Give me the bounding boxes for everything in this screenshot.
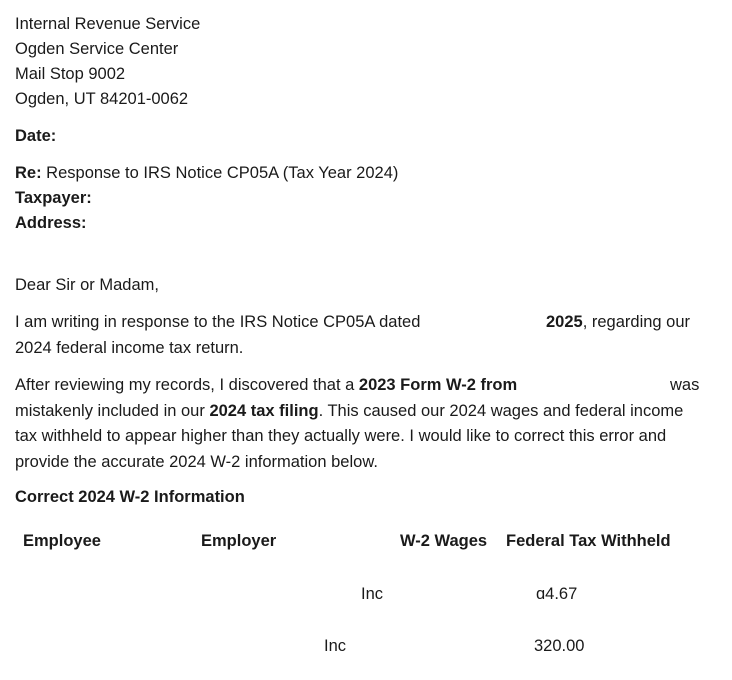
column-header-federal-tax: Federal Tax Withheld [506,532,671,550]
p2-form-w2: 2023 Form W-2 from [358,376,518,394]
p2-line-4: provide the accurate 2024 W-2 information below. [15,452,378,471]
column-header-wages: W-2 Wages [400,532,488,550]
p1-text-a: I am writing in response to the IRS Notice CP05A dated [15,313,421,331]
re-row [15,161,720,186]
re-text: Response to IRS Notice CP05A (Tax Year 2024) [41,164,399,182]
p2-text-2a: mistakenly included in our [15,401,210,420]
date-label: Date: [15,127,57,145]
w2-table [15,520,720,670]
p2-was: was [670,376,700,394]
p1-year: 2025 [546,313,583,331]
address-row [15,211,720,236]
p1-text-c: , regarding our [582,313,691,331]
column-header-employer: Employer [201,532,277,550]
paragraph-2 [15,373,720,475]
address-label: Address: [15,214,87,232]
taxpayer-label: Taxpayer: [15,189,92,207]
irs-address-block [15,12,720,112]
address-line-4: Ogden, UT 84201-0062 [15,90,189,108]
paragraph-1 [15,310,720,361]
row-2-federal-tax: 320.00 [534,637,585,655]
date-row [15,124,720,149]
p2-text-a: After reviewing my records, I discovered that a [15,376,359,394]
address-line-2: Ogden Service Center [15,40,179,58]
p2-line-3: tax withheld to appear higher than they actually were. I would like to correct this error and [15,427,667,445]
letter-page [15,12,720,670]
taxpayer-row [15,186,720,211]
address-line-1: Internal Revenue Service [15,15,201,33]
salutation: Dear Sir or Madam, [15,276,159,294]
row-1-federal-tax: ɑ4.67 [536,585,578,603]
address-line-3: Mail Stop 9002 [15,65,126,83]
p1-line-2: 2024 federal income tax return. [15,338,244,357]
row-2-employer: Inc [324,637,347,655]
w2-section-title: Correct 2024 W-2 Information [15,488,245,506]
row-1-employer: Inc [361,585,384,603]
re-label: Re: [15,164,42,182]
p2-tax-filing: 2024 tax filing [209,401,319,420]
column-header-employee: Employee [23,532,101,550]
p2-text-2c: . This caused our 2024 wages and federal income [318,401,684,420]
